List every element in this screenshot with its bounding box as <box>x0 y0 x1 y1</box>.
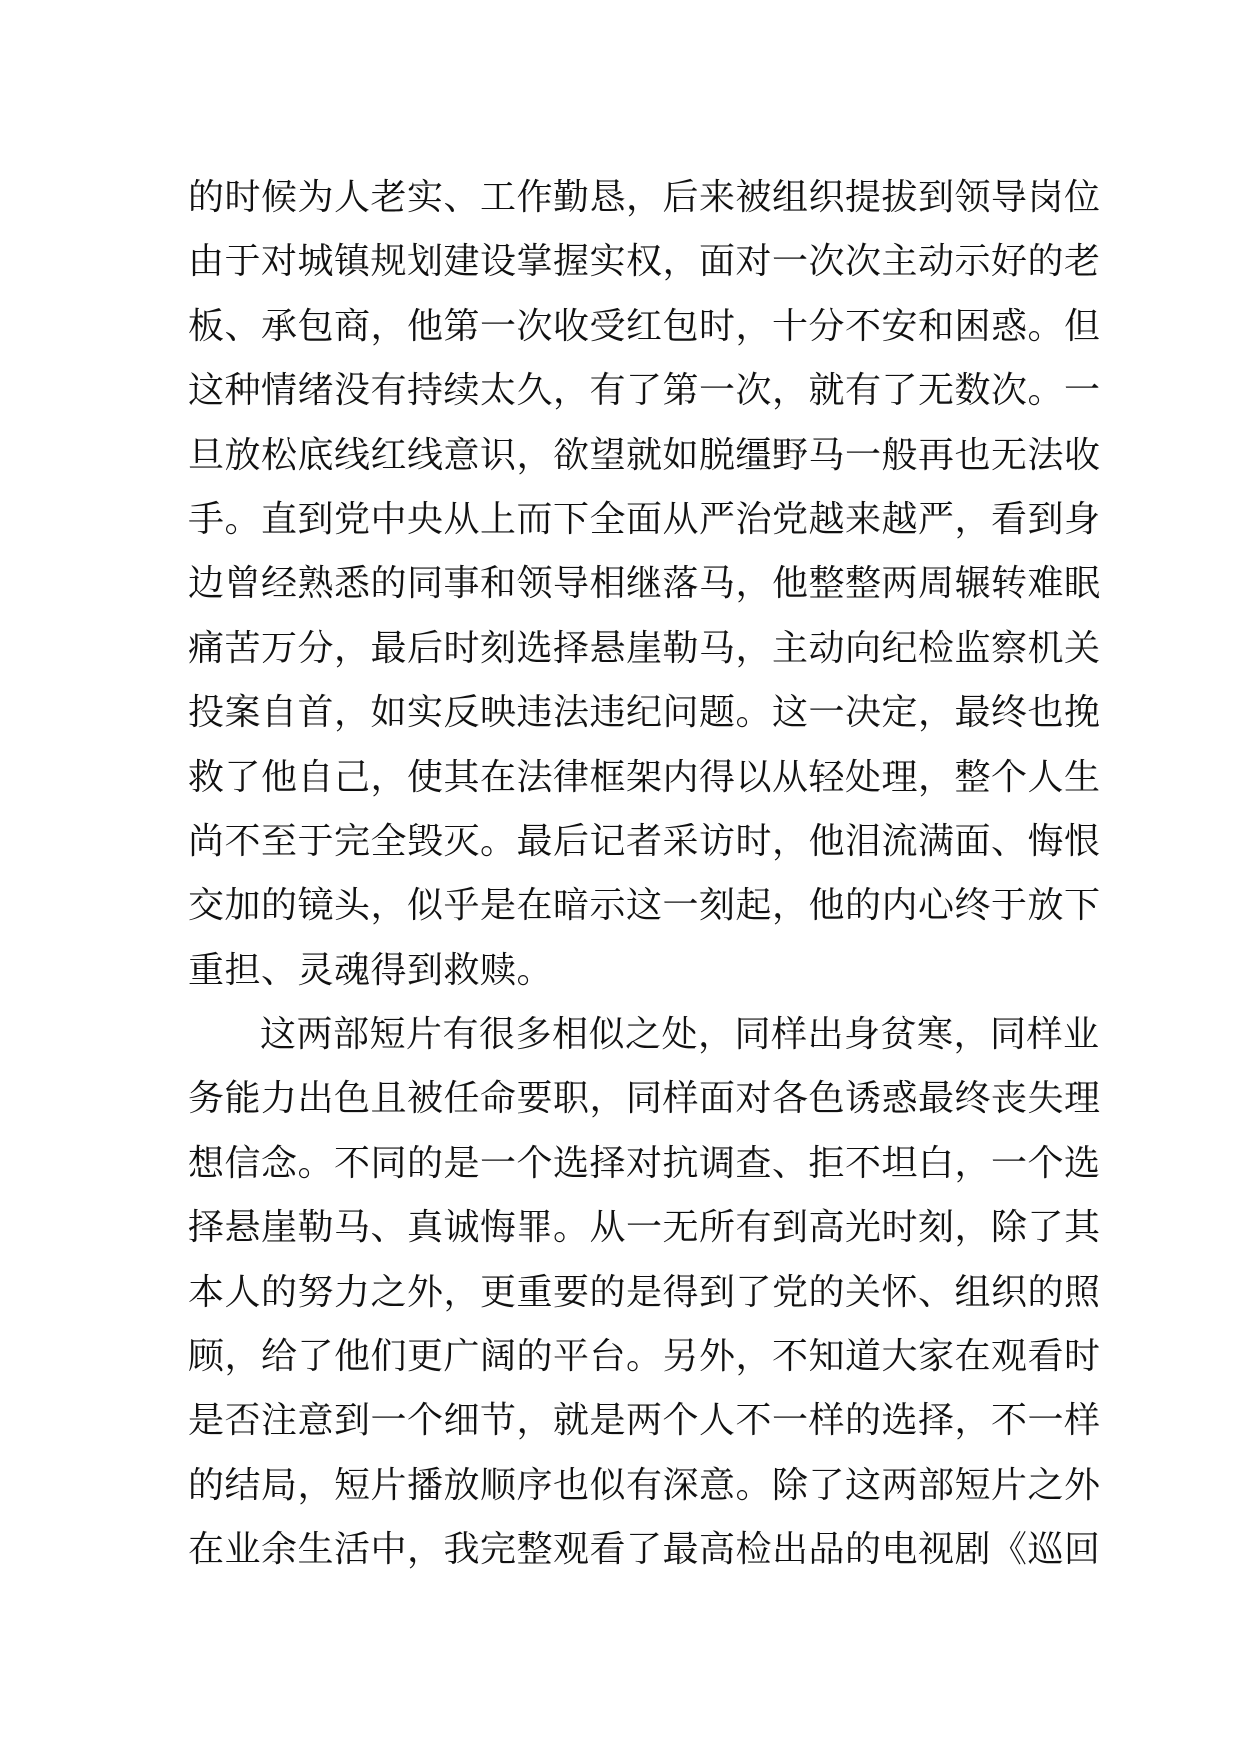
text-line: 的时候为人老实、工作勤恳，后来被组织提拔到领导岗位 <box>188 177 1101 218</box>
text-line: 交加的镜头，似乎是在暗示这一刻起，他的内心终于放下 <box>188 885 1101 927</box>
text-line: 这两部短片有很多相似之处，同样出身贫寒，同样业 <box>260 1014 1100 1056</box>
text-line: 尚不至于完全毁灭。最后记者采访时，他泪流满面、悔恨 <box>188 820 1101 862</box>
paragraph-2 <box>188 1003 1101 1583</box>
text-line: 重担、灵魂得到救赎。 <box>188 949 554 991</box>
text-line: 务能力出色且被任命要职，同样面对各色诱惑最终丧失理 <box>188 1078 1101 1120</box>
text-line: 顾，给了他们更广阔的平台。另外，不知道大家在观看时 <box>188 1336 1101 1378</box>
body-text <box>188 166 1101 1583</box>
text-line: 在业余生活中，我完整观看了最高检出品的电视剧《巡回 <box>188 1529 1101 1571</box>
text-line: 是否注意到一个细节，就是两个人不一样的选择，不一样 <box>188 1400 1101 1442</box>
text-line: 本人的努力之外，更重要的是得到了党的关怀、组织的照 <box>188 1271 1101 1313</box>
text-line: 择悬崖勒马、真诚悔罪。从一无所有到高光时刻，除了其 <box>188 1207 1101 1249</box>
text-line: 想信念。不同的是一个选择对抗调查、拒不坦白，一个选 <box>188 1142 1101 1184</box>
text-line: 投案自首，如实反映违法违纪问题。这一决定，最终也挽 <box>188 692 1101 734</box>
text-line: 这种情绪没有持续太久，有了第一次，就有了无数次。一 <box>188 370 1101 412</box>
text-line: 手。直到党中央从上而下全面从严治党越来越严，看到身 <box>188 498 1101 540</box>
text-line: 救了他自己，使其在法律框架内得以从轻处理，整个人生 <box>188 756 1101 798</box>
text-line: 板、承包商，他第一次收受红包时，十分不安和困惑。但 <box>188 305 1101 347</box>
paragraph-1 <box>188 166 1101 1003</box>
text-line: 的结局，短片播放顺序也似有深意。除了这两部短片之外 <box>188 1464 1101 1506</box>
text-line: 边曾经熟悉的同事和领导相继落马，他整整两周辗转难眠 <box>188 563 1101 605</box>
text-line: 由于对城镇规划建设掌握实权，面对一次次主动示好的老 <box>188 241 1101 283</box>
text-line: 痛苦万分，最后时刻选择悬崖勒马，主动向纪检监察机关 <box>188 627 1101 669</box>
text-line: 旦放松底线红线意识，欲望就如脱缰野马一般再也无法收 <box>188 434 1101 476</box>
